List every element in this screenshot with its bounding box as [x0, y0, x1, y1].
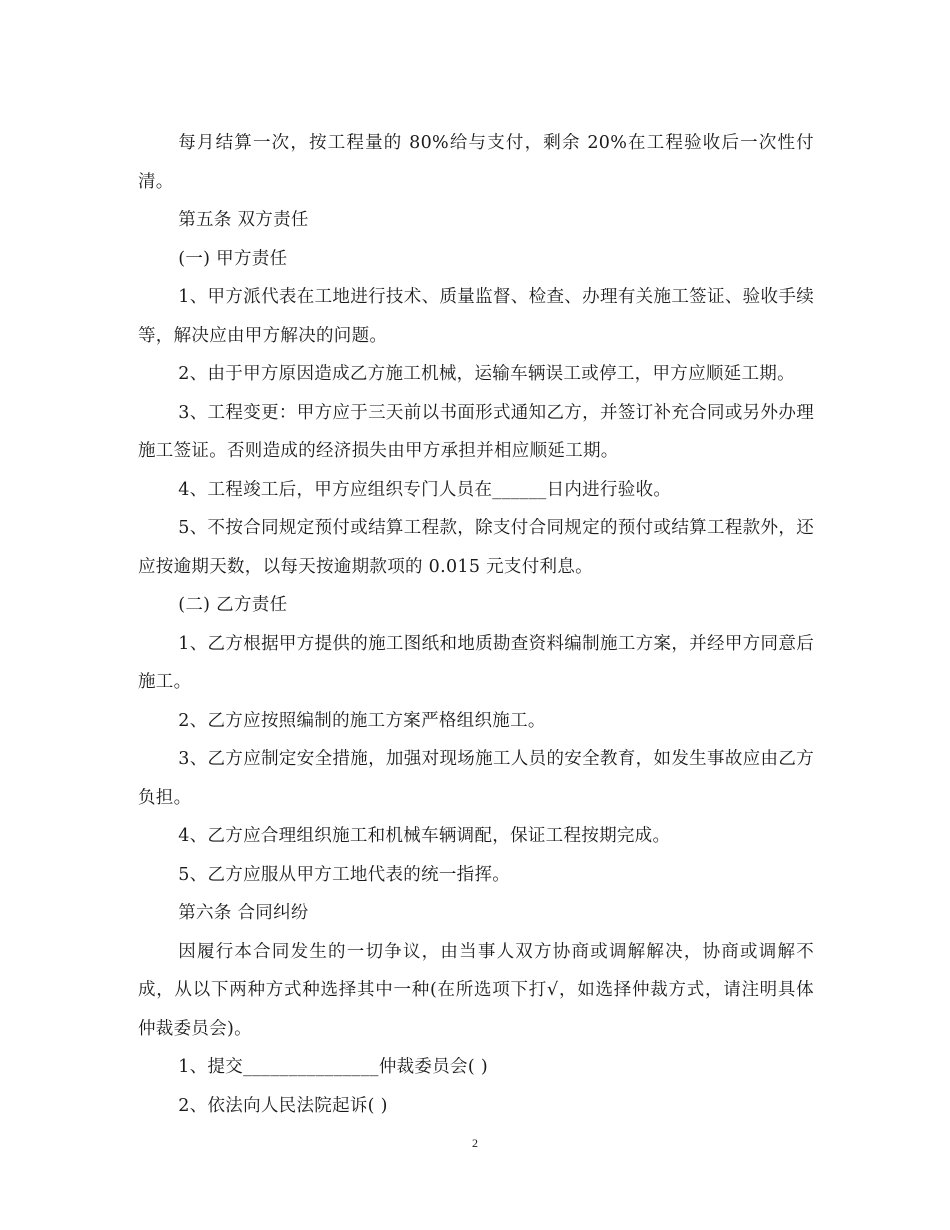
heading-article-5: 第五条 双方责任 — [178, 210, 309, 230]
paragraph-a-4: 4、工程竣工后，甲方应组织专门人员在______日内进行验收。 — [178, 479, 672, 500]
paragraph-b-2: 2、乙方应按照编制的施工方案严格组织施工。 — [178, 710, 546, 731]
paragraph-a-2: 2、由于甲方原因造成乙方施工机械，运输车辆误工或停工，甲方应顺延工期。 — [178, 364, 795, 384]
paragraph-b-1: 1、乙方根据甲方提供的施工图纸和地质勘查资料编制施工方案，并经甲方同意后施工。 — [138, 633, 814, 692]
paragraph-b-5: 5、乙方应服从甲方工地代表的统一指挥。 — [178, 864, 511, 885]
paragraph-b-4: 4、乙方应合理组织施工和机械车辆调配，保证工程按期完成。 — [178, 826, 671, 846]
option-arbitration: 1、提交_______________仲裁委员会( ) — [178, 1057, 488, 1077]
option-court: 2、依法向人民法院起诉( ) — [178, 1095, 388, 1116]
paragraph-payment-settlement: 每月结算一次，按工程量的 80%给与支付，剩余 20%在工程验收后一次性付清。 — [138, 133, 814, 192]
page-number: 2 — [472, 1136, 478, 1150]
heading-party-a-duties: (一) 甲方责任 — [178, 248, 288, 269]
heading-article-6: 第六条 合同纠纷 — [178, 903, 309, 923]
paragraph-a-5: 5、不按合同规定预付或结算工程款，除支付合同规定的预付或结算工程款外，还应按逾期天数，以每天按逾期款项的 0.015 元支付利息。 — [138, 518, 814, 577]
paragraph-dispute-resolution: 因履行本合同发生的一切争议，由当事人双方协商或调解解决，协商或调解不成，从以下两种方式种选择其中一种(在所选项下打√，如选择仲裁方式，请注明具体仲裁委员会)。 — [138, 941, 814, 1039]
paragraph-b-3: 3、乙方应制定安全措施，加强对现场施工人员的安全教育，如发生事故应由乙方负担。 — [138, 749, 814, 808]
paragraph-a-1: 1、甲方派代表在工地进行技术、质量监督、检查、办理有关施工签证、验收手续等，解决应由甲方解决的问题。 — [138, 287, 814, 346]
paragraph-a-3: 3、工程变更：甲方应于三天前以书面形式通知乙方，并签订补充合同或另外办理施工签证。否则造成的经济损失由甲方承担并相应顺延工期。 — [138, 402, 814, 461]
document-body — [138, 124, 814, 1125]
heading-party-b-duties: (二) 乙方责任 — [178, 595, 288, 615]
